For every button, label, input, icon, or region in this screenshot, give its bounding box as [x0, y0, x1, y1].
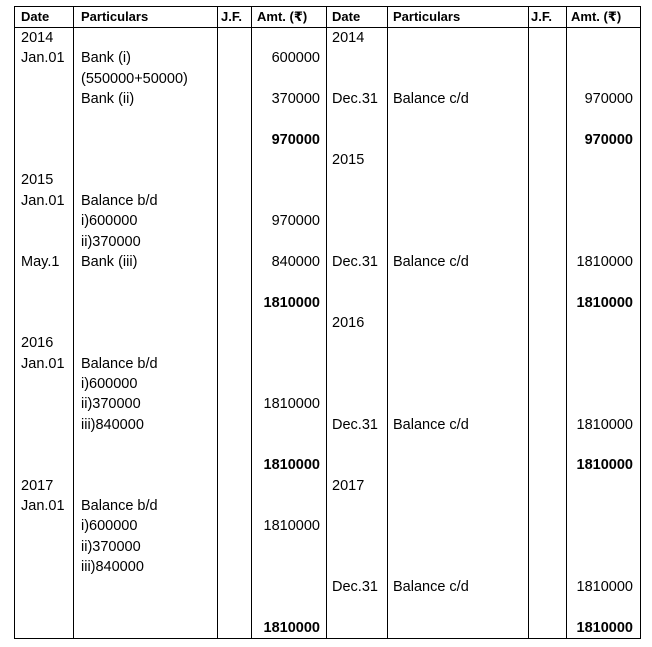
column-divider: [566, 7, 567, 638]
debit-particulars: ii)370000: [81, 233, 141, 250]
debit-particulars: i)600000: [81, 213, 138, 230]
column-divider: [73, 7, 74, 638]
header-divider: [15, 27, 640, 28]
debit-date: May.1: [21, 253, 60, 270]
debit-jf-header: J.F.: [221, 9, 242, 24]
credit-amount: 1810000: [576, 416, 633, 433]
credit-particulars-header: Particulars: [393, 9, 461, 24]
debit-particulars: iii)840000: [81, 416, 144, 433]
credit-amount-total: 1810000: [576, 457, 633, 474]
debit-amount-total: 1810000: [263, 294, 320, 311]
credit-particulars: Balance c/d: [393, 579, 469, 596]
debit-date: 2014: [21, 30, 54, 46]
column-divider: [387, 7, 388, 638]
debit-date: 2016: [21, 335, 54, 352]
credit-particulars: Balance c/d: [393, 253, 469, 270]
debit-date: Jan.01: [21, 50, 65, 67]
credit-particulars: Balance c/d: [393, 416, 469, 433]
column-divider: [528, 7, 529, 638]
debit-particulars: Bank (iii): [81, 253, 138, 270]
debit-amount-total: 1810000: [263, 457, 320, 474]
credit-amount-header: Amt. (₹): [571, 9, 622, 24]
debit-particulars: Bank (ii): [81, 91, 135, 108]
debit-amount: 1810000: [263, 518, 320, 535]
debit-date: Jan.01: [21, 355, 65, 372]
debit-particulars: (550000+50000): [81, 70, 188, 87]
credit-date: 2016: [332, 314, 365, 331]
column-divider: [251, 7, 252, 638]
credit-amount: 970000: [584, 91, 633, 108]
credit-date: Dec.31: [332, 91, 378, 108]
debit-particulars: Bank (i): [81, 50, 131, 67]
credit-date-header: Date: [332, 9, 361, 24]
ledger-table: [14, 6, 641, 639]
credit-particulars: Balance c/d: [393, 91, 469, 108]
debit-amount-header: Amt. (₹): [257, 9, 308, 24]
column-divider-center: [326, 7, 327, 638]
credit-date: 2014: [332, 30, 365, 46]
debit-particulars: ii)370000: [81, 396, 141, 413]
debit-particulars: iii)840000: [81, 559, 144, 576]
credit-date: Dec.31: [332, 579, 378, 596]
credit-amount: 1810000: [576, 253, 633, 270]
column-divider: [217, 7, 218, 638]
debit-particulars: Balance b/d: [81, 192, 158, 209]
credit-amount-total: 1810000: [576, 294, 633, 311]
credit-amount-total: 1810000: [576, 620, 633, 637]
debit-amount: 600000: [271, 50, 320, 67]
debit-amount-total: 1810000: [263, 620, 320, 637]
credit-date: 2017: [332, 477, 365, 494]
debit-amount: 970000: [271, 213, 320, 230]
debit-particulars-header: Particulars: [81, 9, 149, 24]
debit-particulars: i)600000: [81, 375, 138, 392]
debit-amount: 840000: [271, 253, 320, 270]
debit-particulars: Balance b/d: [81, 355, 158, 372]
debit-amount: 1810000: [263, 396, 320, 413]
debit-particulars: Balance b/d: [81, 498, 158, 515]
debit-date: Jan.01: [21, 498, 65, 515]
debit-amount: 370000: [271, 91, 320, 108]
credit-jf-header: J.F.: [531, 9, 552, 24]
credit-amount: 1810000: [576, 579, 633, 596]
debit-date-header: Date: [21, 9, 50, 24]
credit-amount-total: 970000: [584, 131, 633, 148]
credit-date: Dec.31: [332, 253, 378, 270]
debit-date: Jan.01: [21, 192, 65, 209]
credit-date: Dec.31: [332, 416, 378, 433]
debit-date: 2017: [21, 477, 54, 494]
debit-particulars: i)600000: [81, 518, 138, 535]
credit-date: 2015: [332, 152, 365, 169]
debit-date: 2015: [21, 172, 54, 189]
debit-particulars: ii)370000: [81, 538, 141, 555]
debit-amount-total: 970000: [271, 131, 320, 148]
